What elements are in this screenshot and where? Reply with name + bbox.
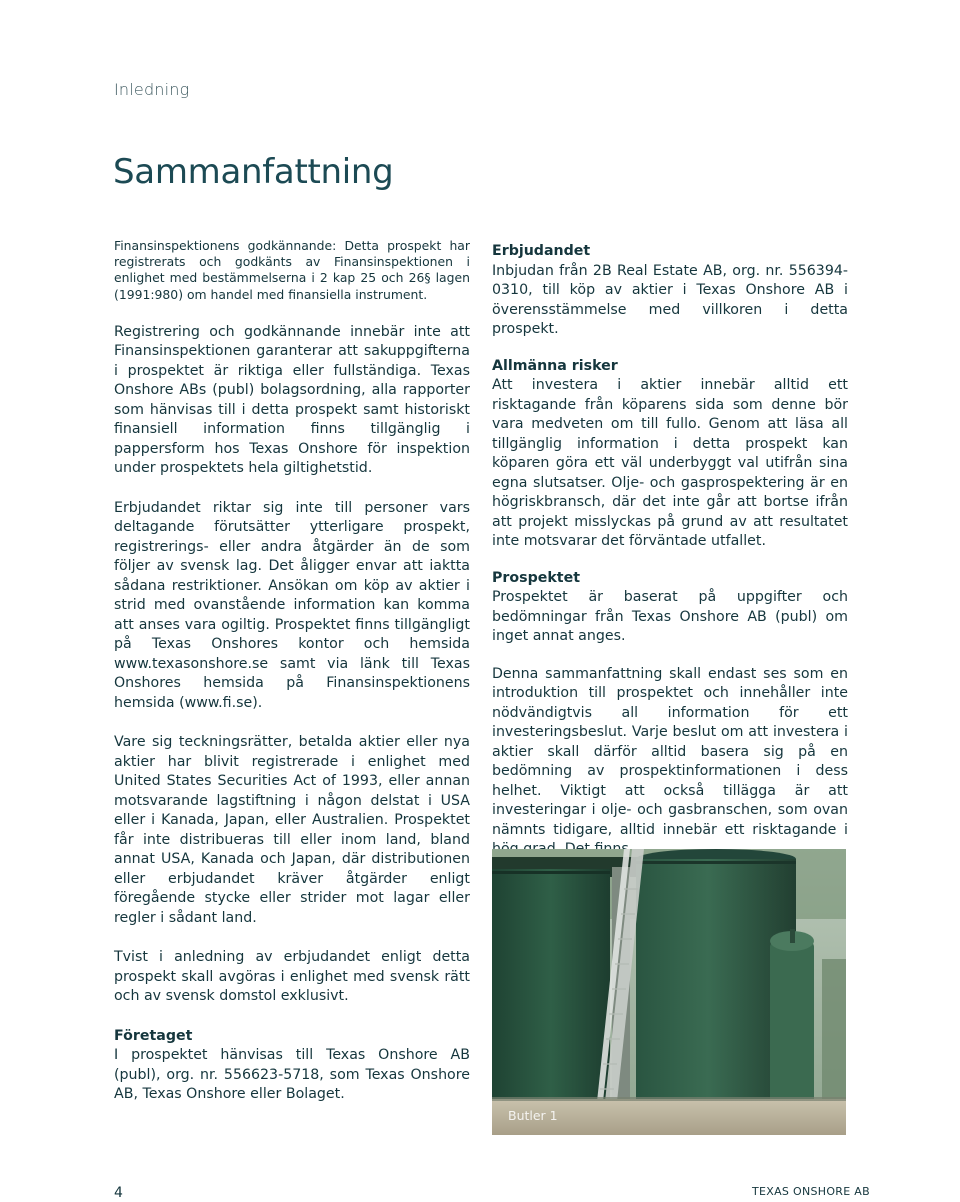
page-number: 4 <box>114 1185 123 1201</box>
registration-paragraph: Registrering och godkännande innebär inte att Finansinspektionen garanterar att sakuppgifterna i prospektet är riktiga eller fullständiga. Texas Onshore ABs (publ) bolagsordning, alla rapporter som hänvisas till i detta prospekt samt historiskt finansiell information finns tillgänglig i pappersform hos Texas Onshore för inspektion under prospektets hela giltighetstid. <box>114 323 470 477</box>
page-title: Sammanfattning <box>113 152 394 192</box>
section-label: Inledning <box>114 80 190 99</box>
oil-tanks-photo <box>492 849 846 1135</box>
tanks-illustration <box>492 849 846 1135</box>
risk-heading: Allmänna risker <box>492 357 618 374</box>
company-section <box>114 1027 470 1105</box>
right-column <box>492 242 848 860</box>
company-text: I prospektet hänvisas till Texas Onshore AB (publ), org. nr. 556623-5718, som Texas Onshore AB, Texas Onshore eller Bolaget. <box>114 1047 470 1103</box>
risk-section <box>492 357 848 552</box>
prospect-heading: Prospektet <box>492 569 580 586</box>
us-securities-paragraph: Vare sig teckningsrätter, betalda aktier eller nya aktier har blivit registrerade i enlighet med United States Securities Act of 1993, eller annan motsvarande lagstiftning i någon delstat i USA eller i Kanada, Japan, eller Australien. Prospektet får inte distribueras till eller inom land, bland annat USA, Kanada och Japan, där distributionen eller erbjudandet kräver åtgärder enligt föregående stycke eller strider mot lagar eller regler i sådant land. <box>114 734 470 926</box>
restrictions-paragraph: Erbjudandet riktar sig inte till personer vars deltagande förutsätter ytterligare prospekt, registrerings- eller andra åtgärder än de som följer av svensk lag. Det åligger envar att iaktta sådana restriktioner. Ansökan om köp av aktier i strid med ovanstående information kan komma att anses vara ogiltig. Prospektet finns tillgängligt på Texas Onshores kontor och hemsida www.texasonshore.se samt via länk till Texas Onshores hemsida på Finansinspektionens hemsida (www.fi.se). <box>114 499 470 711</box>
offer-text: Inbjudan från 2B Real Estate AB, org. nr. 556394-0310, till köp av aktier i Texas Onshore AB i överensstämmelse med villkoren i detta prospekt. <box>492 262 848 337</box>
summary-paragraph: Denna sammanfattning skall endast ses som en introduktion till prospektet och innehåller inte nödvändigtvis all information för ett investeringsbeslut. Varje beslut om att investera i aktier skall därför alltid basera sig på en bedömning av prospektinformationen i dess helhet. Viktigt att också tillägga är att investeringar i olje- och gasbranschen, som ovan nämnts tidigare, alltid innebär ett risktagande i <box>492 665 848 838</box>
company-heading: Företaget <box>114 1027 193 1044</box>
photo-caption: Butler 1 <box>508 1108 558 1123</box>
prospect-section <box>492 569 848 647</box>
footer-brand: TEXAS ONSHORE AB <box>752 1185 870 1198</box>
dispute-paragraph: Tvist i anledning av erbjudandet enligt detta prospekt skall avgöras i enlighet med svensk rätt och av svensk domstol exklusivt. <box>114 949 470 1005</box>
offer-section <box>492 242 848 340</box>
offer-heading: Erbjudandet <box>492 243 591 259</box>
prospect-text: Prospektet är baserat på uppgifter och bedömningar från Texas Onshore AB (publ) om inget annat anges. <box>492 589 848 644</box>
fi-approval-note: Finansinspektionens godkännande: Detta prospekt har registrerats och godkänts av Finansinspektionen i enlighet med bestämmelserna i 2 kap 25 och 26§ lagen (1991:980) om handel med finansiella instrument. <box>114 238 470 302</box>
risk-text: Att investera i aktier innebär alltid ett risktagande från köparens sida som denne bör vara medveten om till fullo. Genom att läsa all tillgänglig information i detta prospekt kan köparen göra ett väl underbyggt val utifrån sina egna slutsatser. Olje- och gasprospektering är en högriskbransch, där det inte går att bortse ifrån att projekt misslyckas på grund av att resultatet inte motsvarar det förväntade utfallet. <box>492 377 848 549</box>
left-column <box>114 238 470 1105</box>
